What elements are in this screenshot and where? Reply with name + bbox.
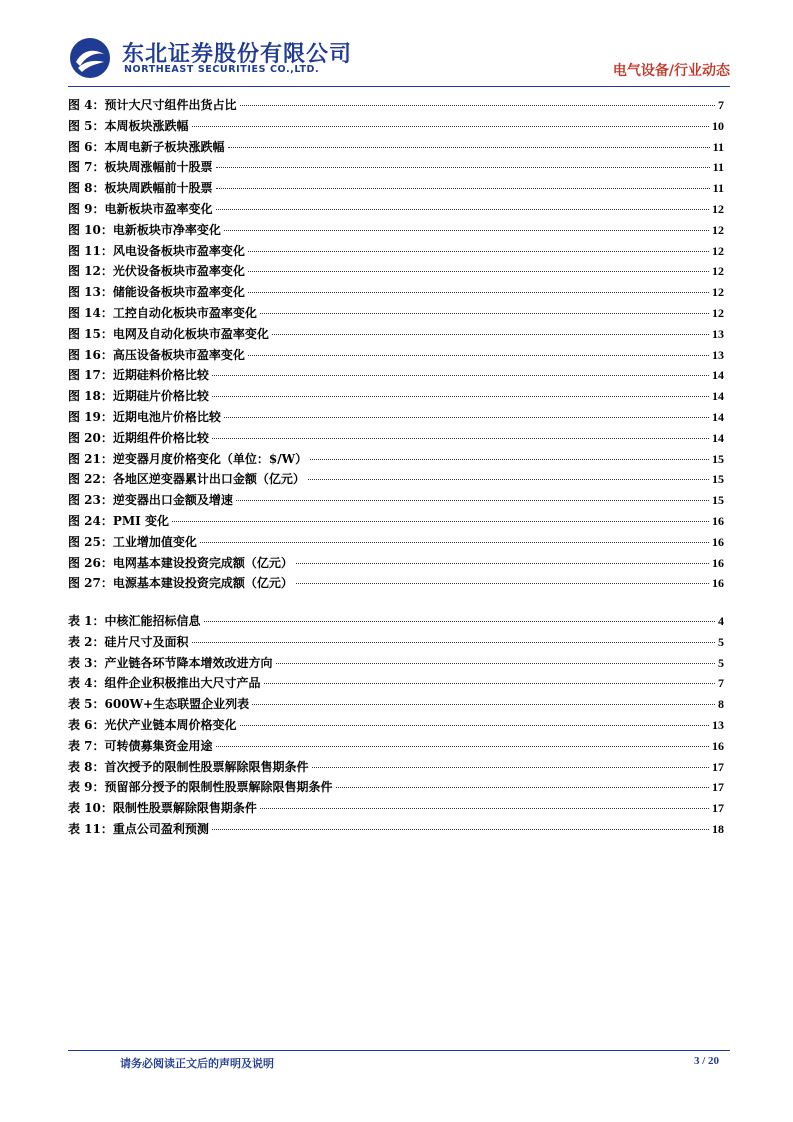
figure-entry-page: 13 <box>712 347 724 362</box>
figure-entry[interactable] <box>68 450 724 471</box>
figure-entry-label: 图 7：板块周涨幅前十股票 <box>68 160 213 175</box>
figure-entry[interactable] <box>68 96 724 117</box>
table-entry-label: 表 4：组件企业积极推出大尺寸产品 <box>68 676 261 691</box>
dot-leader <box>260 313 709 314</box>
table-entry-page: 17 <box>712 780 724 795</box>
table-entry[interactable] <box>68 758 724 779</box>
table-entry-label: 表 3：产业链各环节降本增效改进方向 <box>68 655 273 670</box>
figure-entry-page: 16 <box>712 513 724 528</box>
figure-entry-label: 图 15：电网及自动化板块市盈率变化 <box>68 326 269 341</box>
figure-entry-label: 图 11：风电设备板块市盈率变化 <box>68 243 245 258</box>
page-header <box>68 36 730 84</box>
table-entry-page: 4 <box>718 614 724 628</box>
figure-entry-label: 图 10：电新板块市净率变化 <box>68 222 221 237</box>
figure-entry[interactable] <box>68 158 724 179</box>
table-entry-page: 5 <box>718 655 724 670</box>
figure-entry[interactable] <box>68 346 724 367</box>
figure-entry-label: 图 21：逆变器月度价格变化（单位：$/W） <box>68 451 308 466</box>
figure-entry-label: 图 8：板块周跌幅前十股票 <box>68 181 213 196</box>
dot-leader <box>296 563 709 564</box>
dot-leader <box>240 105 715 106</box>
figure-entry[interactable] <box>68 304 724 325</box>
figure-entry[interactable] <box>68 366 724 387</box>
table-entry-page: 16 <box>712 738 724 753</box>
figure-entry[interactable] <box>68 470 724 491</box>
figure-entry-label: 图 25：工业增加值变化 <box>68 534 197 549</box>
table-entry-label: 表 1：中核汇能招标信息 <box>68 614 201 628</box>
figure-entry-label: 图 13：储能设备板块市盈率变化 <box>68 285 245 300</box>
table-entry-label: 表 10：限制性股票解除限售期条件 <box>68 801 257 816</box>
figure-entry[interactable] <box>68 242 724 263</box>
table-entry-label: 表 9：预留部分授予的限制性股票解除限售期条件 <box>68 780 333 795</box>
table-entry-label: 表 6：光伏产业链本周价格变化 <box>68 717 237 732</box>
figure-entry-page: 11 <box>712 181 724 196</box>
company-name-cn: 东北证券股份有限公司 <box>122 42 353 67</box>
figure-entry-label: 图 14：工控自动化板块市盈率变化 <box>68 305 257 320</box>
dot-leader <box>296 583 709 584</box>
dot-leader <box>212 438 709 439</box>
figure-entry-page: 15 <box>712 493 724 508</box>
figure-entry-page: 12 <box>712 264 724 279</box>
figure-entry[interactable] <box>68 325 724 346</box>
table-entry-page: 17 <box>712 759 724 774</box>
dot-leader <box>212 829 709 830</box>
dot-leader <box>248 251 709 252</box>
dot-leader <box>224 417 709 418</box>
dot-leader <box>260 808 709 809</box>
figure-entry-page: 11 <box>712 139 724 154</box>
figure-entry-page: 14 <box>712 409 724 424</box>
figure-entry-label: 图 23：逆变器出口金额及增速 <box>68 493 233 508</box>
figure-entry-page: 13 <box>712 326 724 341</box>
table-entry[interactable] <box>68 716 724 737</box>
figure-entry[interactable] <box>68 179 724 200</box>
footer-disclaimer: 请务必阅读正文后的声明及说明 <box>120 1057 274 1070</box>
figure-entry-page: 14 <box>712 368 724 383</box>
figure-entry-page: 7 <box>718 98 724 112</box>
figure-entry-page: 15 <box>712 451 724 466</box>
dot-leader <box>336 787 709 788</box>
dot-leader <box>252 704 715 705</box>
figure-entry[interactable] <box>68 574 724 595</box>
figure-entry[interactable] <box>68 283 724 304</box>
figure-entry[interactable] <box>68 429 724 450</box>
figure-entry-page: 16 <box>712 534 724 549</box>
figure-entry-page: 12 <box>712 285 724 300</box>
figure-entry-page: 12 <box>712 222 724 237</box>
figure-entry-label: 图 17：近期硅料价格比较 <box>68 368 209 383</box>
figure-entry[interactable] <box>68 408 724 429</box>
table-entry[interactable] <box>68 737 724 758</box>
page-number: 3 / 20 <box>693 1055 719 1067</box>
table-entry[interactable] <box>68 612 724 633</box>
dot-leader <box>228 147 710 148</box>
table-entry-label: 表 8：首次授予的限制性股票解除限售期条件 <box>68 759 309 774</box>
figure-entry-page: 10 <box>712 118 724 133</box>
figure-entry-label: 图 16：高压设备板块市盈率变化 <box>68 347 245 362</box>
dot-leader <box>272 334 709 335</box>
table-entry[interactable] <box>68 633 724 654</box>
figure-entry-page: 16 <box>712 576 724 591</box>
table-entry[interactable] <box>68 799 724 820</box>
dot-leader <box>264 683 715 684</box>
figure-entry-page: 12 <box>712 305 724 320</box>
table-entry-page: 8 <box>718 697 724 712</box>
figure-entry[interactable] <box>68 512 724 533</box>
dot-leader <box>216 188 710 189</box>
dot-leader <box>240 725 709 726</box>
dot-leader <box>212 375 709 376</box>
dot-leader <box>312 767 709 768</box>
figure-entry[interactable] <box>68 200 724 221</box>
figure-entry-page: 14 <box>712 430 724 445</box>
dot-leader <box>216 209 709 210</box>
figure-entry-page: 14 <box>712 389 724 404</box>
figure-entry-label: 图 27：电源基本建设投资完成额（亿元） <box>68 576 293 591</box>
company-logo-icon <box>68 36 112 80</box>
figure-entry[interactable] <box>68 533 724 554</box>
figure-entry-label: 图 26：电网基本建设投资完成额（亿元） <box>68 555 293 570</box>
dot-leader <box>276 663 715 664</box>
figure-entry-label: 图 12：光伏设备板块市盈率变化 <box>68 264 245 279</box>
dot-leader <box>224 230 709 231</box>
figure-entry[interactable] <box>68 117 724 138</box>
dot-leader <box>310 459 709 460</box>
table-entry-page: 18 <box>712 821 724 836</box>
table-entry-page: 5 <box>718 634 724 649</box>
figure-entry-label: 图 9：电新板块市盈率变化 <box>68 201 213 216</box>
dot-leader <box>248 292 709 293</box>
table-entry-label: 表 2：硅片尺寸及面积 <box>68 634 189 649</box>
figure-entry-label: 图 22：各地区逆变器累计出口金额（亿元） <box>68 472 305 487</box>
figure-entry[interactable] <box>68 554 724 575</box>
table-entry[interactable] <box>68 820 724 841</box>
figure-entry[interactable] <box>68 221 724 242</box>
dot-leader <box>192 126 709 127</box>
figure-entry-page: 12 <box>712 201 724 216</box>
table-entry[interactable] <box>68 695 724 716</box>
dot-leader <box>216 746 709 747</box>
figure-entry-page: 15 <box>712 472 724 487</box>
header-divider <box>68 86 730 87</box>
figure-entry-label: 图 19：近期电池片价格比较 <box>68 409 221 424</box>
dot-leader <box>248 271 709 272</box>
figure-entry-page: 12 <box>712 243 724 258</box>
figure-entry[interactable] <box>68 387 724 408</box>
table-entry[interactable] <box>68 778 724 799</box>
figure-entry-label: 图 20：近期组件价格比较 <box>68 430 209 445</box>
figure-entry[interactable] <box>68 491 724 512</box>
figure-entry-page: 11 <box>712 160 724 175</box>
figure-entry-label: 图 6：本周电新子板块涨跌幅 <box>68 139 225 154</box>
dot-leader <box>308 479 709 480</box>
table-entry-page: 13 <box>712 717 724 732</box>
figure-entry-label: 图 5：本周板块涨跌幅 <box>68 118 189 133</box>
figure-entry[interactable] <box>68 262 724 283</box>
dot-leader <box>172 521 709 522</box>
company-name-en: NORTHEAST SECURITIES CO.,LTD. <box>124 64 320 75</box>
dot-leader <box>248 355 709 356</box>
figure-entry-page: 16 <box>712 555 724 570</box>
figure-index <box>68 96 724 595</box>
table-entry-label: 表 11：重点公司盈利预测 <box>68 821 209 836</box>
figure-entry-label: 图 4：预计大尺寸组件出货占比 <box>68 98 237 112</box>
table-index <box>68 612 724 841</box>
dot-leader <box>192 642 715 643</box>
table-entry-page: 17 <box>712 801 724 816</box>
table-entry[interactable] <box>68 654 724 675</box>
dot-leader <box>236 500 709 501</box>
dot-leader <box>212 396 709 397</box>
figure-entry-label: 图 24：PMI 变化 <box>68 513 169 528</box>
figure-entry[interactable] <box>68 138 724 159</box>
dot-leader <box>200 542 709 543</box>
report-category: 电气设备/行业动态 <box>612 63 730 79</box>
figure-entry-label: 图 18：近期硅片价格比较 <box>68 389 209 404</box>
footer-divider <box>68 1050 730 1051</box>
dot-leader <box>204 621 715 622</box>
table-entry-page: 7 <box>718 676 724 691</box>
table-entry-label: 表 7：可转债募集资金用途 <box>68 738 213 753</box>
dot-leader <box>216 167 710 168</box>
table-entry-label: 表 5：600W+生态联盟企业列表 <box>68 697 250 712</box>
table-entry[interactable] <box>68 674 724 695</box>
